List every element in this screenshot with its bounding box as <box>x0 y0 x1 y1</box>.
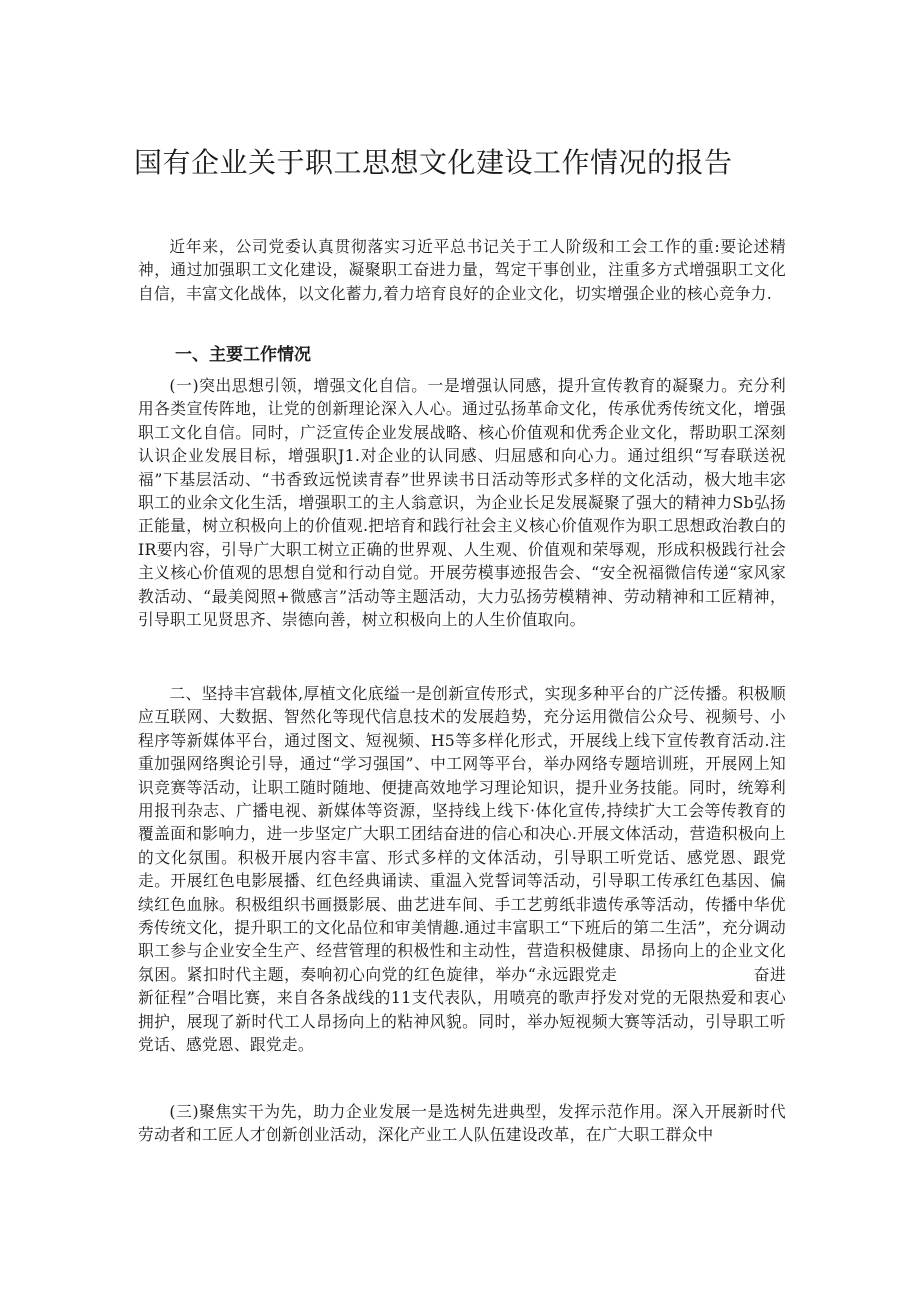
paragraph-3: (三)聚焦实干为先，助力企业发展一是选树先进典型，发挥示范作用。深入开展新时代劳动者和工匠人才创新创业活动，深化产业工人队伍建设改革，在广大职工群众中 <box>138 1102 786 1145</box>
paragraph-2-part-1: 二、坚持丰宫载体,厚植文化底缢一是创新宣传形式，实现多种平台的广泛传播。积极顺应互联网、大数据、智然化等现代信息技术的发展趋势，充分运用微信公众号、视频号、小程序等新媒体平台，通过图文、短视频、H5等多样化形式，开展线上线下宣传教育活动.注重加强网络舆论引导，通过“学习强国”、中工网等平台，举办网络专题培训班，开展网上知识竞赛等活动，让职工随时随地、便捷高效地学习理论知识，提升业务技能。同时，统筹利用报刊杂志、广播电视、新媒体等资源，坚持线上线下·体化宣传,持续扩大工会等传教育的覆盖面和影响力，进一步坚定广大职工团结奋进的信心和决心.开展文体活动，营造积极向上的文化氛围。积极开展内容丰富、形式多样的文体活动，引导职工听党话、感党恩、跟党走。开展红色电影展播、红色经典诵读、重温入党誓词等活动，引导职工传承红色基因、偏续红色血脉。积极组织书画摄影展、曲艺进车间、手工艺剪纸非遗传承等活动，传播中华优秀传统文化，提升职工的文化品位和审美情趣.通过丰富职工“下班后的第二生活”，充分调动职工参与企业安全生产、经营管理的积极性和主动性，营造积极健康、昂扬向上的企业文化氛困。紧扣时代主题，奏响初心向党的红色旋律，举办“永远跟党走 <box>138 684 786 984</box>
intro-paragraph: 近年来，公司党委认真贯彻落实习近平总书记关于工人阶级和工会工作的重:要论述精神，通过加强职工文化建设，凝聚职工奋进力量，驾定干事创业，注重多方式增强职工文化自信，丰富文化战体，以文化蓄力,着力培育良好的企业文化，切实增强企业的核心竞争力. <box>138 237 786 303</box>
paragraph-1: (一)突出思想引领，增强文化自信。一是增强认同感，提升宣传教育的凝聚力。充分利用各类宣传阵地，让党的创新理论深入人心。通过弘扬革命文化，传承优秀传统文化，增强职工文化自信。同时，广泛宣传企业发展战略、核心价值观和优秀企业文化，帮助职工深刻认识企业发展目标，增强职J1.对企业的认同感、归屈感和向心力。通过组织“写春联送祝福”下基层活动、“书香致远悦读青春”世界读书日活动等形式多样的文化活动，极大地丰宓职工的业余文化生活，增强职工的主人翁意识，为企业长足发展凝聚了强大的精神力Sb弘扬正能量，树立积极向上的价值观.把培育和践行社会主义核心价值观作为职工思想政治教白的IR要内容，引导广大职工树立正确的世界观、人生观、价值观和荣辱观，形成积极践行社会主义核心价值观的思想自觉和行动自觉。开展劳模事迹报告会、“安全祝福微信传递“家风家教活动、“最美阅照+微感言”活动等主题活动，大力弘扬劳模精神、劳动精神和工匠精神，引导职工见贤思齐、崇德向善，树立积极向上的人生价值取向。 <box>138 376 786 630</box>
paragraph-2 <box>138 682 786 1057</box>
paragraph-2-part-2: 奋进新征程”合唱比赛，来自各条战线的11支代表队，用喷亮的歌声抒发对党的无限热爱和衷心拥护，展现了新时代工人昂扬向上的粘神风貌。同时，举办短视频大赛等活动，引导职工听党话、感党恩、跟党走。 <box>138 964 786 1055</box>
document-title: 国有企业关于职工思想文化建设工作情况的报告 <box>134 146 733 179</box>
section-heading: 一、主要工作情况 <box>175 345 311 365</box>
